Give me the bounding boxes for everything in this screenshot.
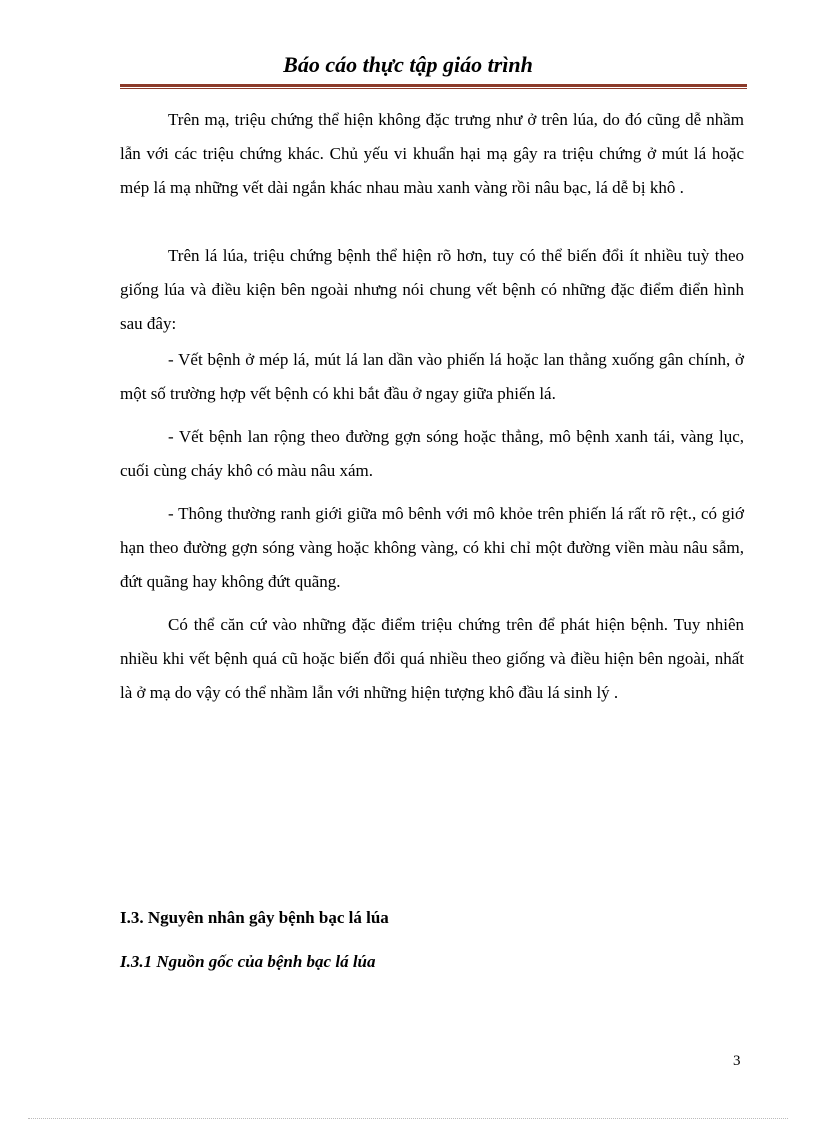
paragraph-symptoms-seedling: Trên mạ, triệu chứng thể hiện không đặc trưng như ở trên lúa, do đó cũng dễ nhầm lẫn với các triệu chứng khác. Chủ yếu vi khuẩn hại mạ gây ra triệu chứng ở mút lá hoặc mép lá mạ những vết dài ngắn khác nhau màu xanh vàng rồi nâu bạc, lá dễ bị khô .	[120, 110, 744, 197]
page-header-title: Báo cáo thực tập giáo trình	[283, 52, 533, 77]
bullet-item-3: - Thông thường ranh giới giữa mô bênh với mô khỏe trên phiến lá rất rõ rệt., có giớ hạn theo đường gợn sóng vàng hoặc không vàng, có khi chỉ một đường viền màu nâu sẫm, đứt quãng hay không đứt quãng.	[120, 504, 744, 591]
header-rule	[120, 84, 747, 87]
page-number: 3	[733, 1053, 741, 1069]
bullet-item-1: - Vết bệnh ở mép lá, mút lá lan dần vào phiến lá hoặc lan thẳng xuống gân chính, ở một số trường hợp vết bệnh có khi bắt đầu ở ngay giữa phiến lá.	[120, 350, 744, 403]
header-rule-thin	[120, 88, 747, 89]
paragraph-symptoms-leaf: Trên lá lúa, triệu chứng bệnh thể hiện rõ hơn, tuy có thể biến đổi ít nhiều tuỳ theo giống lúa và điều kiện bên ngoài nhưng nói chung vết bệnh có những đặc điểm điển hình sau đây:	[120, 246, 744, 333]
paragraph-conclusion: Có thể căn cứ vào những đặc điểm triệu chứng trên để phát hiện bệnh. Tuy nhiên nhiều khi vết bệnh quá cũ hoặc biến đổi quá nhiều theo giống và điều hiện bên ngoài, nhất là ở mạ do vậy có thể nhầm lẫn với những hiện tượng khô đầu lá sinh lý .	[120, 615, 744, 702]
footer-divider	[28, 1118, 788, 1119]
section-heading: I.3. Nguyên nhân gây bệnh bạc lá lúa	[120, 908, 389, 927]
bullet-item-2: - Vết bệnh lan rộng theo đường gợn sóng hoặc thẳng, mô bệnh xanh tái, vàng lục, cuối cùng cháy khô có màu nâu xám.	[120, 427, 744, 480]
subsection-heading: I.3.1 Nguồn gốc của bệnh bạc lá lúa	[120, 952, 376, 971]
